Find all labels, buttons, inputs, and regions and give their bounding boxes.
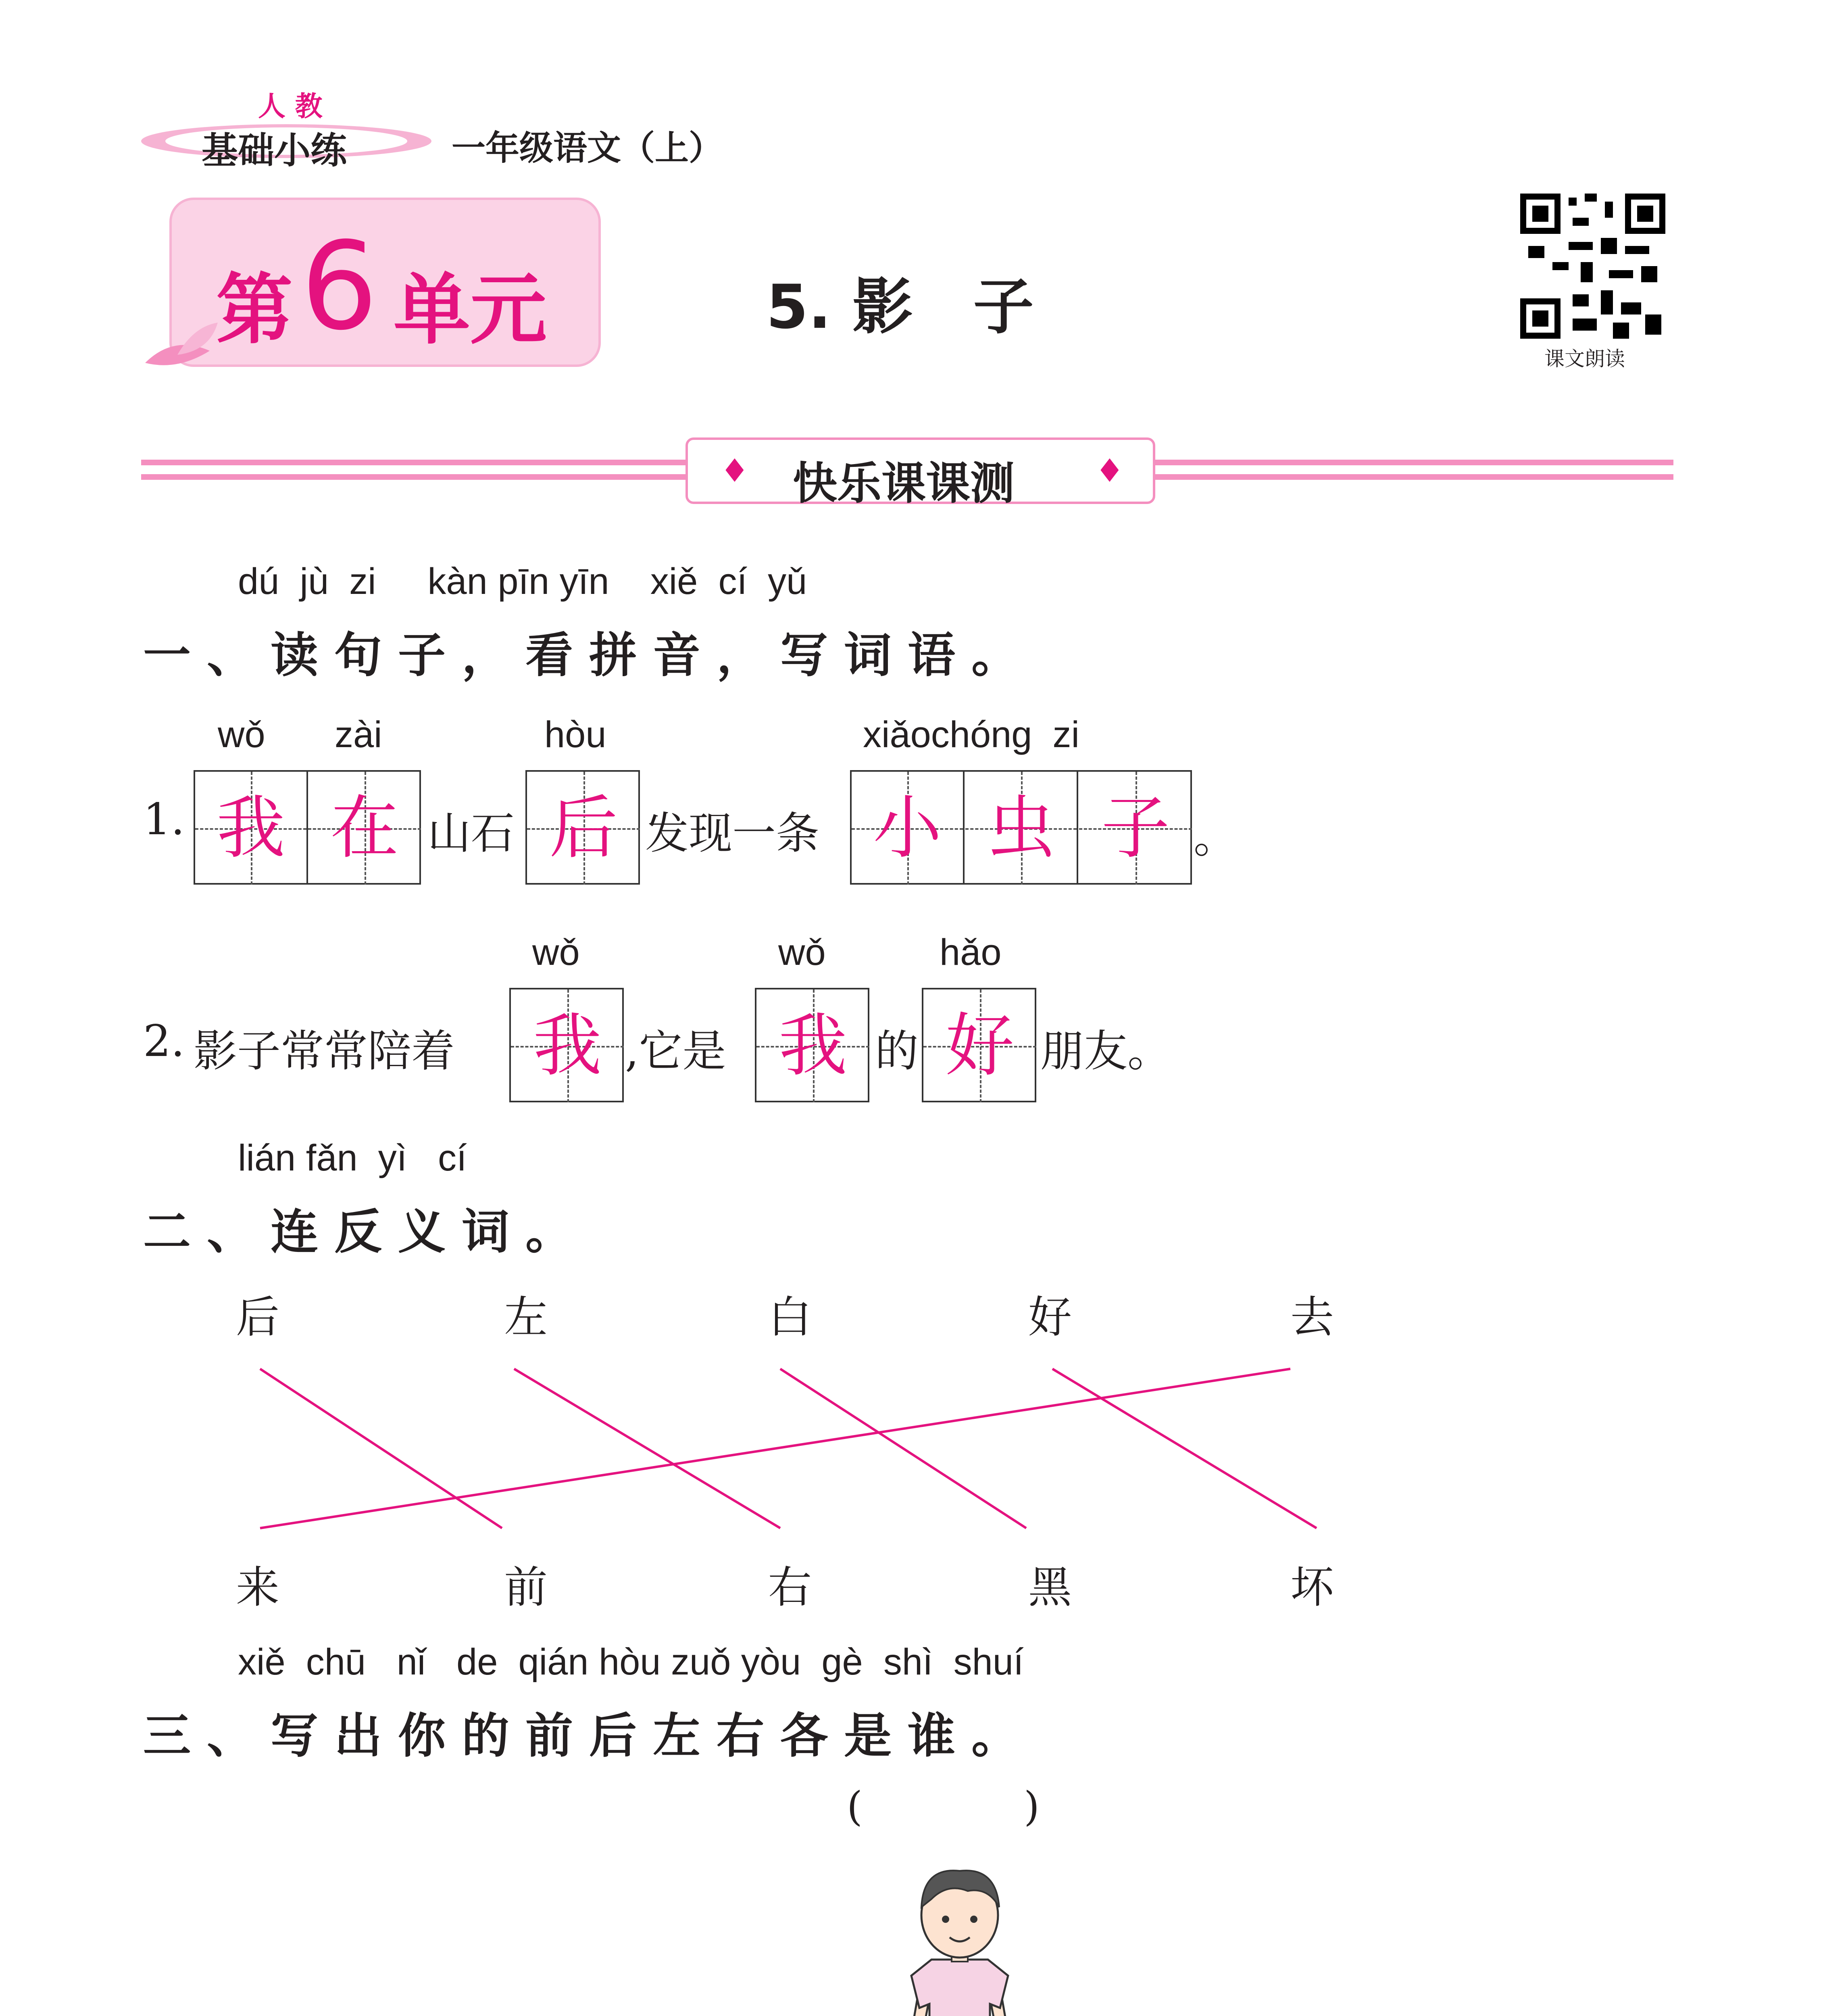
- bottom-word[interactable]: 前: [504, 1562, 548, 1613]
- match-line: [260, 1369, 1290, 1528]
- match-line: [1052, 1369, 1317, 1528]
- section2-heading: 二、连反义词。: [143, 1204, 590, 1260]
- banner: [685, 437, 1155, 509]
- bottom-word[interactable]: 右: [768, 1562, 812, 1613]
- answer-char: 我: [216, 788, 285, 868]
- section3-heading: 三、写出你的前后左右各是谁。: [143, 1708, 1036, 1764]
- sentence-text: 朋友。: [1040, 1026, 1171, 1077]
- grade-label: 一年级语文（上）: [452, 128, 723, 168]
- answer-char: 好: [945, 1006, 1014, 1086]
- pinyin-label: zài: [335, 714, 382, 755]
- pinyin-label: wǒ: [218, 714, 265, 755]
- pinyin-label: wǒ: [532, 932, 580, 973]
- matching-lines: [0, 1331, 1821, 1693]
- diamond-icon: ♦: [1095, 452, 1124, 489]
- boy-illustration: [879, 1855, 1040, 2016]
- bottom-word[interactable]: 来: [236, 1562, 280, 1613]
- top-word[interactable]: 去: [1290, 1292, 1334, 1343]
- sentence-text: ,它是: [625, 1026, 726, 1077]
- diamond-icon: ♦: [720, 452, 749, 489]
- pinyin-label: xiǎochóng zi: [863, 714, 1079, 755]
- series-logo: [137, 81, 435, 172]
- answer-char: 后: [549, 788, 618, 868]
- bottom-word[interactable]: 坏: [1290, 1562, 1334, 1613]
- section2-pinyin: lián fǎn yì cí: [238, 1137, 467, 1179]
- answer-box-wo-2[interactable]: [755, 988, 869, 1102]
- banner-stripe-right: [1153, 460, 1673, 480]
- top-word[interactable]: 后: [236, 1292, 280, 1343]
- answer-char: 虫: [986, 788, 1055, 868]
- blank-front[interactable]: ( ): [847, 1783, 1040, 1830]
- qr-caption: 课文朗读: [1544, 347, 1625, 371]
- pinyin-label: hòu: [544, 714, 606, 755]
- unit-suffix: 单元: [394, 265, 547, 354]
- answer-box-hao[interactable]: [922, 988, 1036, 1102]
- unit-number: 6: [301, 216, 378, 357]
- sentence-text: 影子常常陪着: [194, 1026, 455, 1077]
- top-word[interactable]: 好: [1028, 1292, 1072, 1343]
- banner-title: 快乐课课测: [793, 458, 1015, 509]
- qr-code[interactable]: [1520, 194, 1665, 339]
- question-number: 1.: [143, 794, 185, 845]
- match-line: [514, 1369, 780, 1528]
- unit-prefix: 第: [216, 265, 293, 354]
- sentence-text: 山石: [427, 808, 515, 859]
- answer-char: 子: [1101, 788, 1170, 868]
- answer-box-wo-1[interactable]: [509, 988, 624, 1102]
- top-word[interactable]: 左: [504, 1292, 548, 1343]
- section1-pinyin: dú jù zi kàn pīn yīn xiě cí yǔ: [238, 561, 807, 602]
- pinyin-label: wǒ: [778, 932, 826, 973]
- sentence-text: 发现一条: [645, 808, 820, 859]
- series-small-label: 人 教: [258, 91, 323, 123]
- question-number: 2.: [143, 1016, 185, 1066]
- leaf-icon: [141, 319, 222, 375]
- answer-char: 我: [533, 1006, 602, 1086]
- answer-char: 在: [330, 788, 399, 868]
- section3-pinyin: xiě chū nǐ de qián hòu zuǒ yòu gè shì shuí: [238, 1641, 1024, 1683]
- sentence-text: 。: [1194, 812, 1238, 863]
- match-line: [780, 1369, 1026, 1528]
- answer-box-hou[interactable]: [525, 770, 640, 885]
- answer-box-xiao-chong-zi[interactable]: [850, 770, 1192, 885]
- banner-stripe-left: [141, 460, 690, 480]
- sentence-text: 的: [875, 1026, 919, 1077]
- top-word[interactable]: 白: [768, 1292, 812, 1343]
- unit-badge: [169, 198, 601, 367]
- answer-box-wo-zai[interactable]: [194, 770, 421, 885]
- series-name: 基础小练: [202, 129, 347, 172]
- answer-char: 我: [778, 1006, 847, 1086]
- match-line: [260, 1369, 502, 1528]
- lesson-title: 5. 影 子: [766, 272, 1034, 342]
- bottom-word[interactable]: 黑: [1028, 1562, 1072, 1613]
- answer-char: 小: [873, 788, 942, 868]
- pinyin-label: hǎo: [940, 932, 1002, 973]
- section1-heading: 一、读句子，看拼音，写词语。: [143, 627, 1036, 683]
